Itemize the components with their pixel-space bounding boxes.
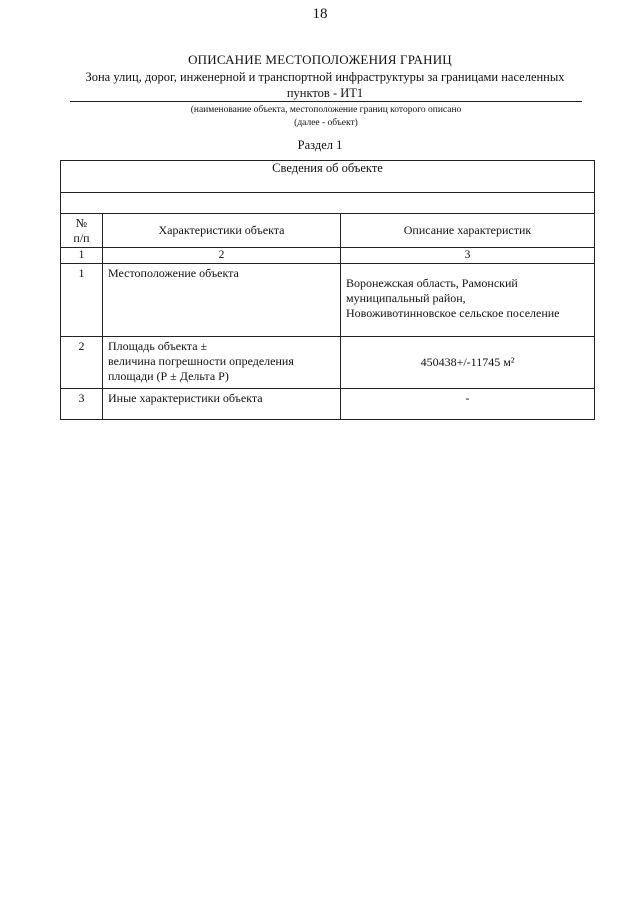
- table-row: [61, 389, 595, 420]
- row-description-line: Новоживотинновское сельское поселение: [346, 306, 560, 320]
- row-number: 2: [61, 337, 103, 389]
- row-description-line: 450438+/-11745 м²: [420, 355, 515, 369]
- table-header: Сведения об объекте: [61, 161, 595, 193]
- caption-line: (наименование объекта, местоположение границ которого описано: [190, 105, 462, 115]
- object-caption: [70, 104, 582, 130]
- row-characteristic: [103, 389, 341, 420]
- row-description: [341, 264, 595, 337]
- row-description: [341, 389, 595, 420]
- table-row: [61, 337, 595, 389]
- object-name-line: пунктов - ИТ1: [286, 86, 364, 100]
- row-number: 3: [61, 389, 103, 420]
- column-index: 2: [103, 248, 341, 264]
- object-name-line: Зона улиц, дорог, инженерной и транспортной инфраструктуры за границами населенных: [85, 70, 565, 84]
- column-index: 1: [61, 248, 103, 264]
- table-header-row: [61, 161, 595, 193]
- page-number: 18: [312, 6, 328, 22]
- row-characteristic-line: Иные характеристики объекта: [108, 391, 263, 405]
- column-index: 3: [341, 248, 595, 264]
- row-description-line: муниципальный район,: [346, 291, 466, 305]
- object-name: [70, 69, 580, 101]
- object-name-underline: [70, 101, 582, 102]
- table-blank-cell: [61, 193, 595, 214]
- row-characteristic: [103, 264, 341, 337]
- column-header-number-line: п/п: [73, 230, 90, 245]
- object-info-table: [60, 160, 595, 420]
- row-number: 1: [61, 264, 103, 337]
- column-header-description: Описание характеристик: [341, 214, 595, 248]
- column-header-number-line: №: [75, 215, 88, 230]
- document-title: ОПИСАНИЕ МЕСТОПОЛОЖЕНИЯ ГРАНИЦ: [188, 52, 452, 67]
- caption-line: (далее - объект): [294, 118, 358, 128]
- row-characteristic-line: площади (Р ± Дельта Р): [108, 369, 229, 383]
- table-column-header-row: [61, 214, 595, 248]
- row-description-line: Воронежская область, Рамонский: [346, 276, 518, 290]
- table-index-row: [61, 248, 595, 264]
- row-characteristic-line: Местоположение объекта: [108, 266, 239, 280]
- table-row: [61, 264, 595, 337]
- column-header-characteristics: Характеристики объекта: [103, 214, 341, 248]
- section-title: Раздел 1: [297, 138, 343, 152]
- row-description-line: -: [465, 391, 470, 405]
- row-characteristic-line: Площадь объекта ±: [108, 339, 208, 353]
- row-characteristic: [103, 337, 341, 389]
- column-header-number: [61, 214, 103, 248]
- row-characteristic-line: величина погрешности определения: [108, 354, 294, 368]
- row-description: [341, 337, 595, 389]
- table-blank-row: [61, 193, 595, 214]
